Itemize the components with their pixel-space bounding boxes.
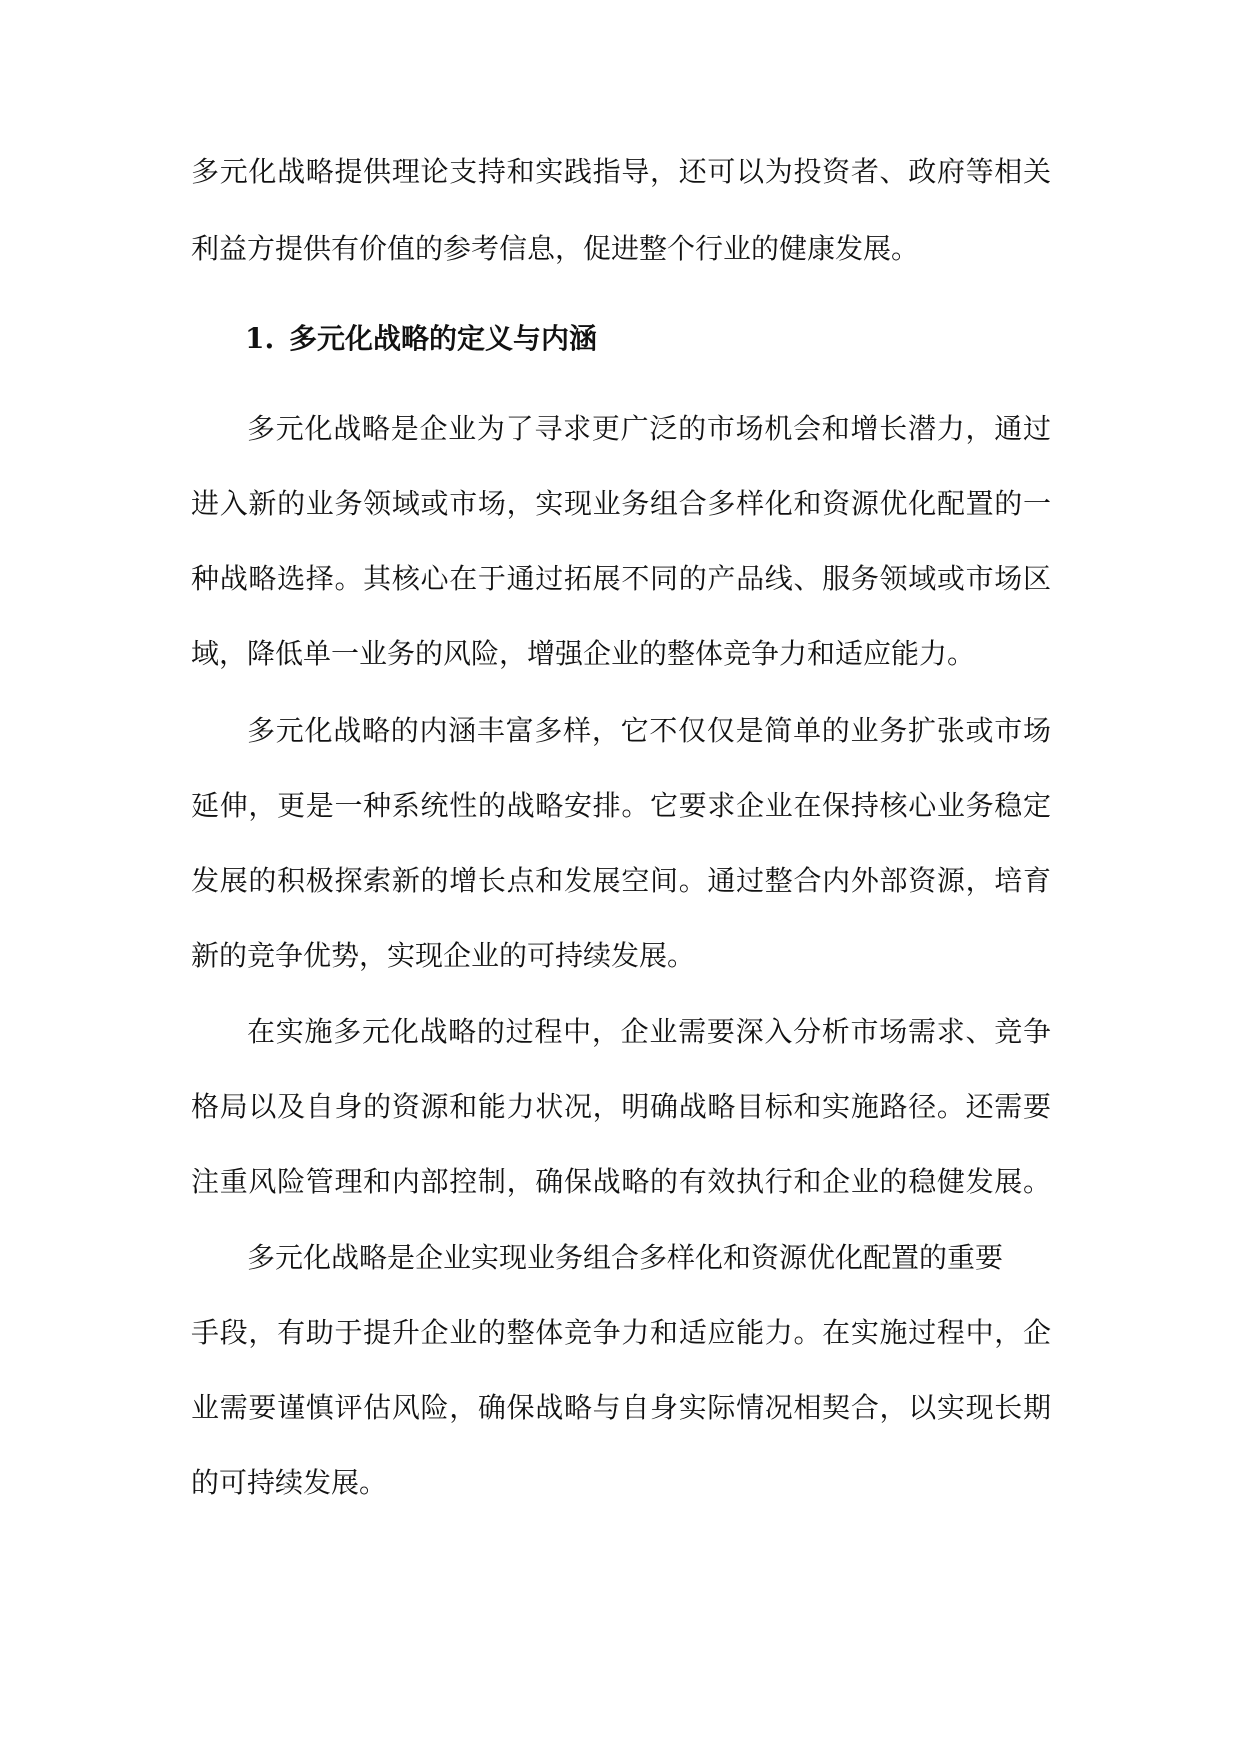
- paragraph-2-line-2: 延伸，更是一种系统性的战略安排。它要求企业在保持核心业务稳定: [191, 789, 1051, 822]
- intro-line-2: 利益方提供有价值的参考信息，促进整个行业的健康发展。: [191, 232, 920, 265]
- paragraph-3-line-2: 格局以及自身的资源和能力状况，明确战略目标和实施路径。还需要: [191, 1090, 1051, 1123]
- paragraph-4-line-2: 手段，有助于提升企业的整体竞争力和适应能力。在实施过程中，企: [191, 1316, 1051, 1349]
- paragraph-2-line-4: 新的竞争优势，实现企业的可持续发展。: [191, 939, 696, 972]
- intro-line-1: 多元化战略提供理论支持和实践指导，还可以为投资者、政府等相关: [191, 155, 1051, 188]
- paragraph-4-line-4: 的可持续发展。: [191, 1466, 388, 1499]
- paragraph-3-line-1: 在实施多元化战略的过程中，企业需要深入分析市场需求、竞争: [247, 1015, 1051, 1048]
- paragraph-2-line-1: 多元化战略的内涵丰富多样，它不仅仅是简单的业务扩张或市场: [247, 714, 1051, 747]
- paragraph-1-line-3: 种战略选择。其核心在于通过拓展不同的产品线、服务领域或市场区: [191, 562, 1051, 595]
- paragraph-2-line-3: 发展的积极探索新的增长点和发展空间。通过整合内外部资源，培育: [191, 864, 1051, 897]
- paragraph-4-line-1: 多元化战略是企业实现业务组合多样化和资源优化配置的重要: [247, 1241, 1004, 1274]
- paragraph-1-line-4: 域，降低单一业务的风险，增强企业的整体竞争力和适应能力。: [191, 637, 976, 670]
- section-number: 1.: [245, 322, 275, 355]
- section-title: 多元化战略的定义与内涵: [289, 322, 598, 355]
- paragraph-1-line-2: 进入新的业务领域或市场，实现业务组合多样化和资源优化配置的一: [191, 487, 1051, 520]
- paragraph-3-line-3: 注重风险管理和内部控制，确保战略的有效执行和企业的稳健发展。: [191, 1165, 1051, 1198]
- paragraph-1-line-1: 多元化战略是企业为了寻求更广泛的市场机会和增长潜力，通过: [247, 412, 1051, 445]
- paragraph-4-line-3: 业需要谨慎评估风险，确保战略与自身实际情况相契合，以实现长期: [191, 1391, 1051, 1424]
- section-heading: [245, 319, 945, 359]
